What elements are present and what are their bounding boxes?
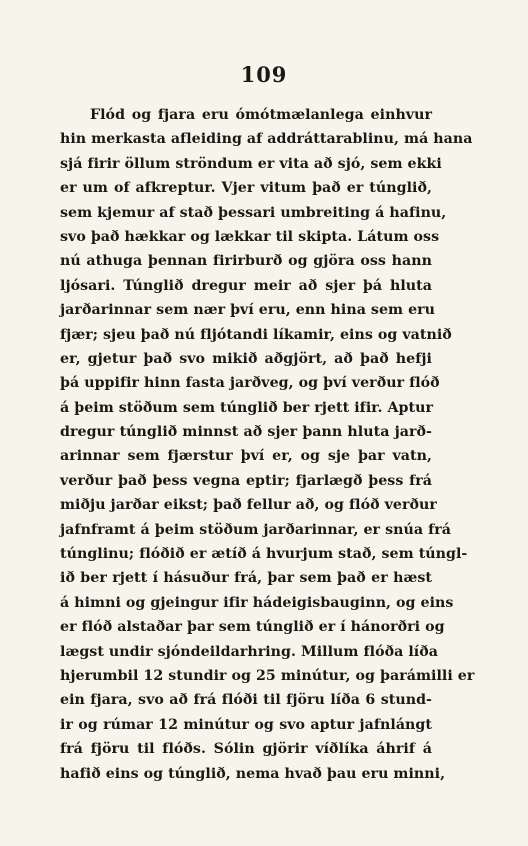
text-line: er, gjetur það svo mikið aðgjört, að það hefji: [60, 350, 432, 367]
text-line: jafnframt á þeim stöðum jarðarinnar, er snúa frá: [60, 521, 451, 538]
text-line: á himni og gjeingur ifir hádeigisbauginn, og eins: [60, 594, 454, 611]
text-line: hin merkasta afleiding af addráttarablinu, má hana: [60, 131, 473, 148]
text-line: svo það hækkar og lækkar til skipta. Látum oss: [60, 228, 440, 245]
text-line: sjá firir öllum ströndum er vita að sjó, sem ekki: [60, 155, 442, 172]
text-line: arinnar sem fjærstur því er, og sje þar vatn,: [60, 448, 432, 465]
page-number: 109: [240, 62, 288, 87]
text-line: þá uppifir hinn fasta jarðveg, og því verður flóð: [60, 375, 440, 392]
text-line: ir og rúmar 12 minútur og svo aptur jafnlángt: [60, 716, 432, 733]
text-line: hafið eins og túnglið, nema hvað þau eru minni,: [60, 765, 446, 782]
text-line: miðju jarðar eikst; það fellur að, og flóð verður: [60, 497, 437, 514]
text-line: dregur túnglið minnst að sjer þann hluta jarð-: [60, 424, 432, 441]
text-line: nú athuga þennan firirburð og gjöra oss hann: [60, 253, 432, 270]
text-line: frá fjöru til flóðs. Sólin gjörir víðlíka áhrif á: [60, 741, 432, 758]
text-line: ið ber rjett í hásuður frá, þar sem það er hæst: [60, 570, 432, 587]
text-line: túnglinu; flóðið er ætíð á hvurjum stað, sem túngl-: [60, 546, 468, 563]
text-line: ljósari. Túnglið dregur meir að sjer þá hluta: [60, 277, 432, 294]
text-line: Flód og fjara eru ómótmælanlega einhvur: [90, 107, 432, 123]
text-line: er flóð alstaðar þar sem túnglið er í hánorðri og: [60, 619, 445, 636]
text-line: fjær; sjeu það nú fljótandi líkamir, eins og vatnið: [60, 326, 452, 343]
text-line: verður það þess vegna eptir; fjarlægð þess frá: [60, 472, 432, 489]
text-line: lægst undir sjóndeildarhring. Millum flóða líða: [60, 643, 438, 660]
text-line: er um of afkreptur. Vjer vitum það er túnglið,: [60, 180, 432, 197]
text-line: jarðarinnar sem nær því eru, enn hina sem eru: [60, 302, 436, 319]
body-text: [60, 103, 475, 786]
text-line: hjerumbil 12 stundir og 25 minútur, og þarámilli er: [60, 667, 475, 684]
text-line: á þeim stöðum sem túnglið ber rjett ifir. Aptur: [60, 399, 433, 416]
text-line: ein fjara, svo að frá flóði til fjöru líða 6 stund-: [60, 692, 432, 709]
text-line: sem kjemur af stað þessari umbreiting á hafinu,: [60, 204, 447, 221]
